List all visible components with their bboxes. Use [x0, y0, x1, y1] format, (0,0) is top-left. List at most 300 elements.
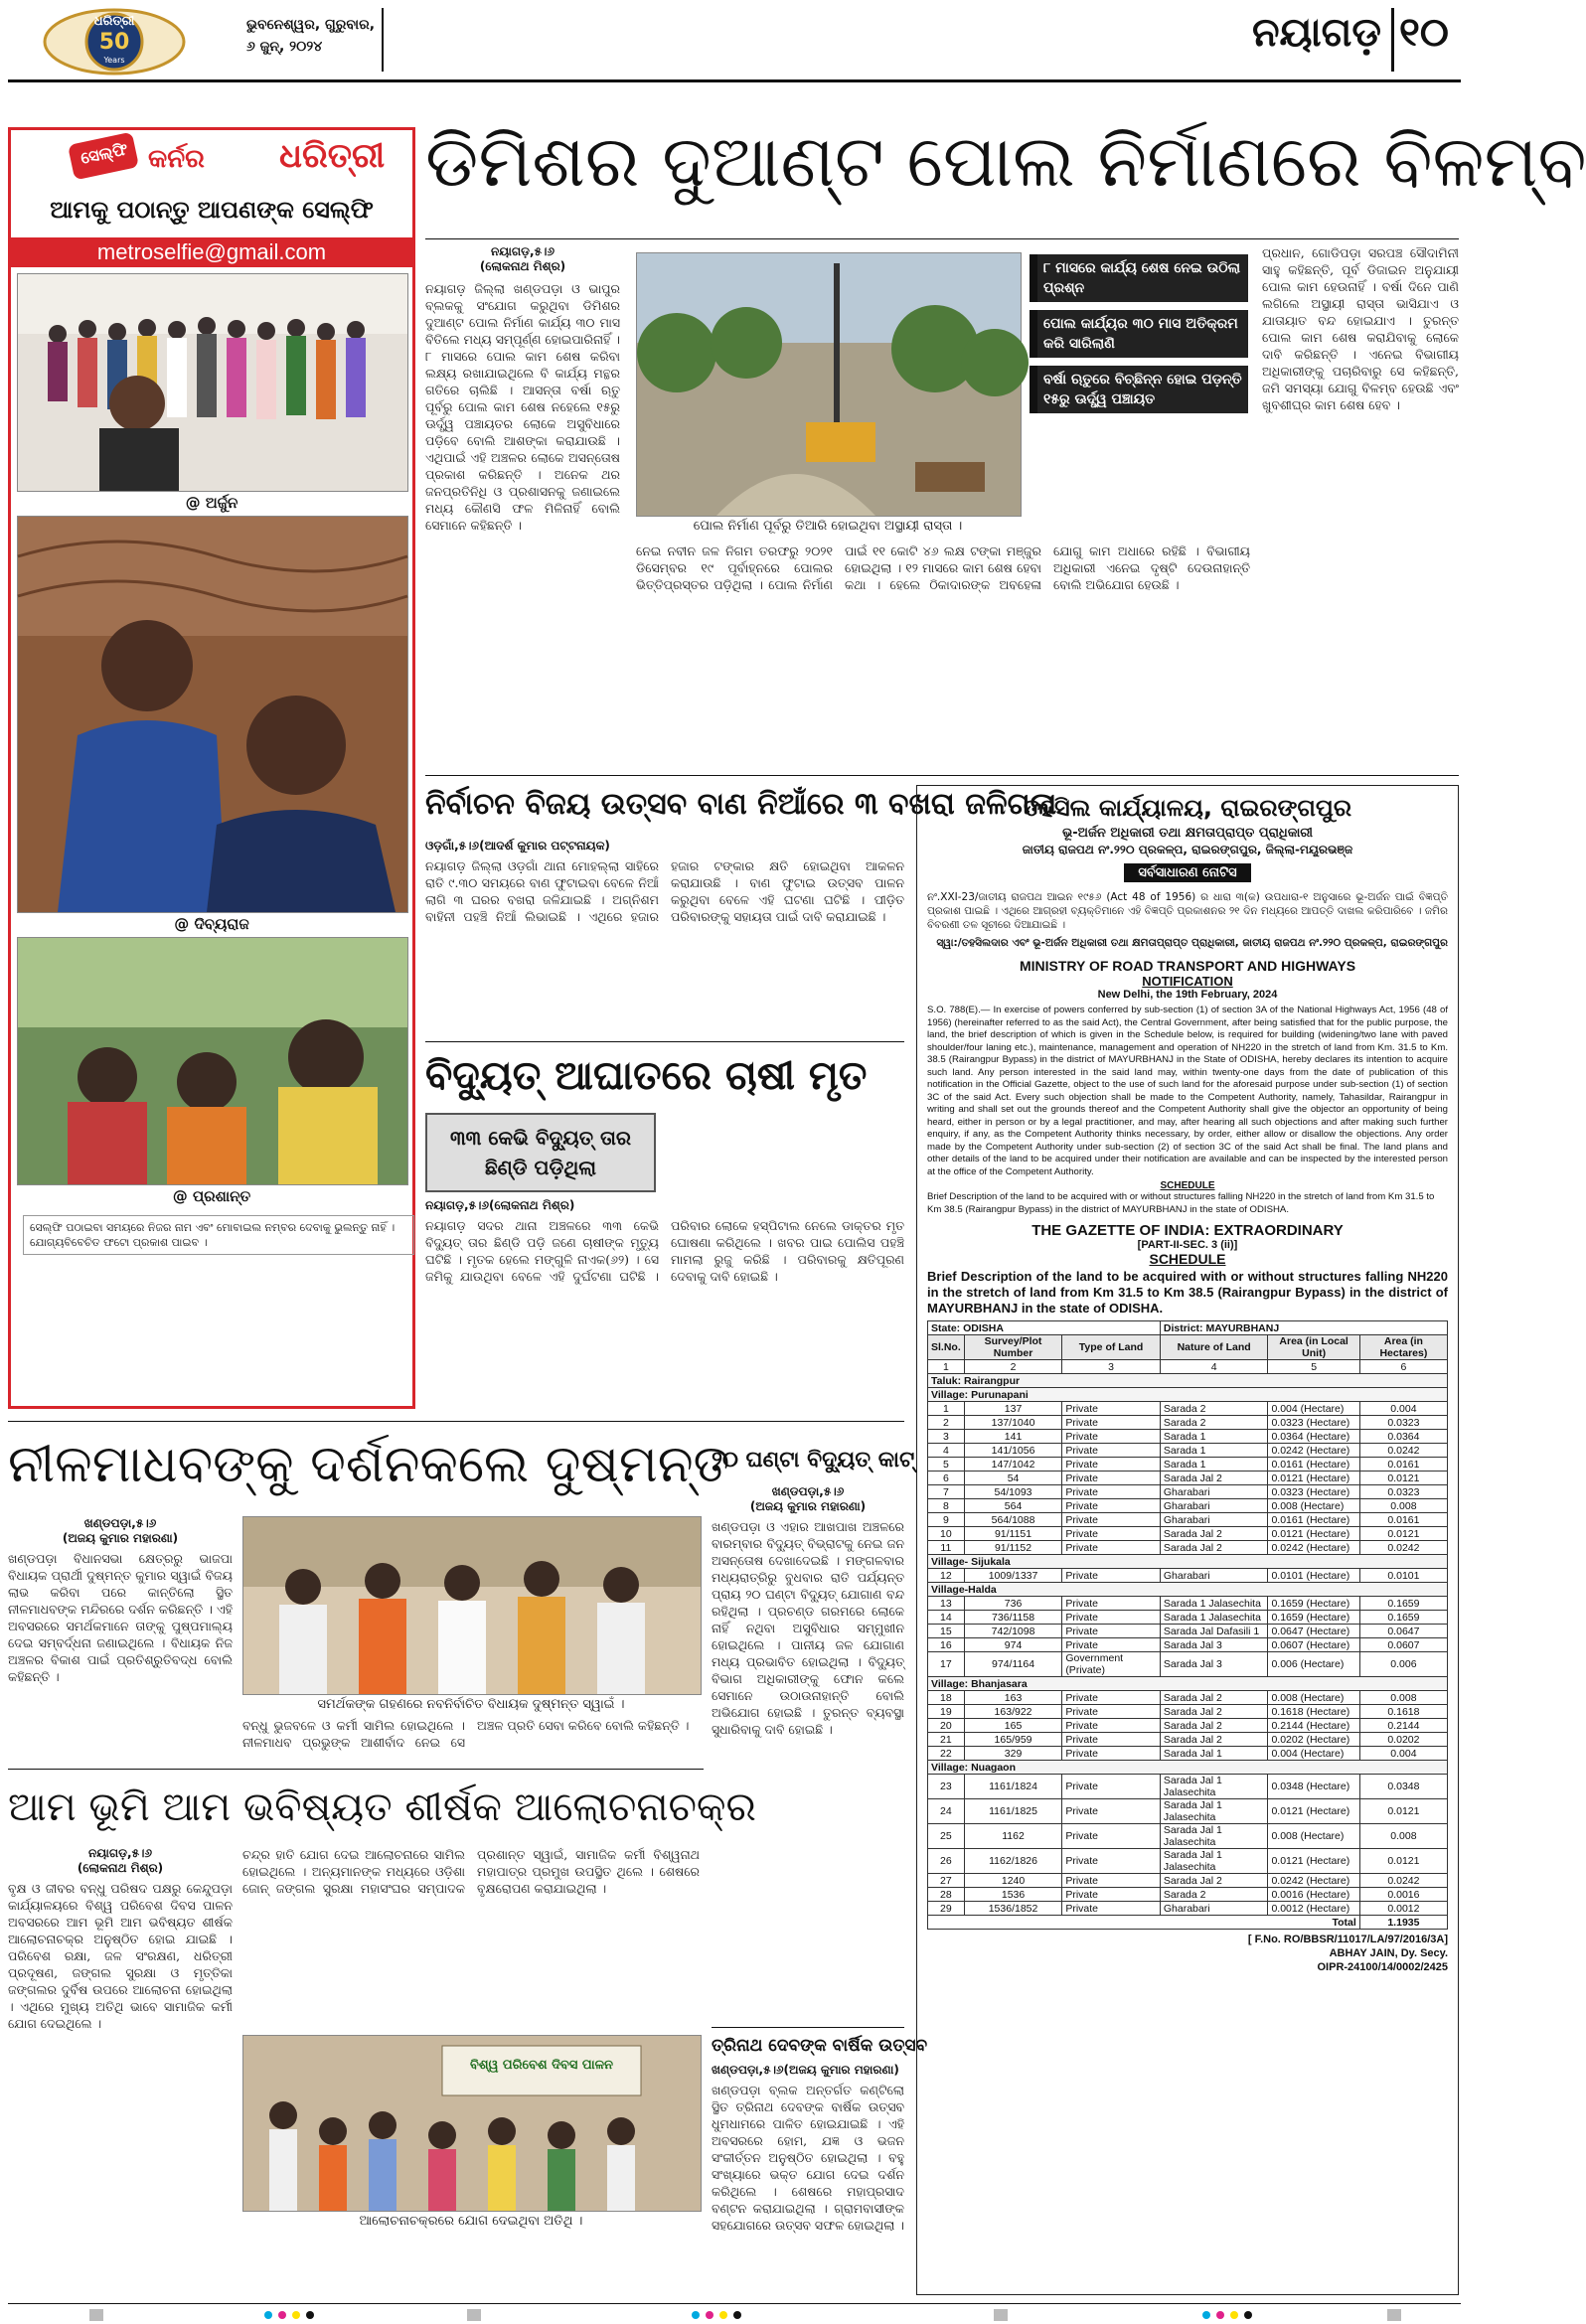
story6-photo-caption: ଆଲୋଚନାଚକ୍ରରେ ଯୋଗ ଦେଇଥିବା ଅତିଥି ।: [359, 2214, 583, 2229]
table-cell: 974/1164: [964, 1652, 1062, 1677]
table-row: [928, 1444, 1448, 1458]
story6-col1: [8, 1846, 233, 2313]
story5-byline: (ଅଜୟ କୁମାର ମହାରଣା): [749, 1499, 867, 1513]
colno-6: 6: [1359, 1360, 1447, 1374]
story1-byline: (ଲୋକନାଥ ମିଶ୍ର): [479, 259, 566, 273]
notice-file-no: [ F.No. RO/BBSR/11017/LA/97/2016/3A]: [1247, 1934, 1448, 1945]
table-cell: Gharabari: [1160, 1569, 1268, 1583]
table-cell: 25: [928, 1824, 965, 1849]
story4-dateline: ଖଣ୍ଡପଡ଼ା,୫।୬: [83, 1516, 157, 1530]
story6-photo: [242, 2035, 702, 2212]
table-cell: 147/1042: [964, 1458, 1062, 1472]
selfie-photo-2: [17, 516, 408, 913]
table-cell: 14: [928, 1611, 965, 1625]
table-cell: 137/1040: [964, 1416, 1062, 1430]
table-cell: 0.0242: [1359, 1874, 1447, 1888]
table-cell: Private: [1062, 1691, 1161, 1705]
table-cell: 165: [964, 1719, 1062, 1733]
story5-dateline: ଖଣ୍ଡପଡ଼ା,୫।୬: [771, 1484, 845, 1498]
village-cell: Village: Purunapani: [928, 1388, 1448, 1402]
notice-sub1: ଭୂ-ଅର୍ଜନ ଅଧିକାରୀ ତଥା କ୍ଷମତାପ୍ରାପ୍ତ ପ୍ରାଧିକାରୀ: [1062, 826, 1313, 841]
table-cell: 0.008: [1359, 1691, 1447, 1705]
table-row: [928, 1513, 1448, 1527]
table-cell: 742/1098: [964, 1625, 1062, 1638]
table-cell: 0.0607: [1359, 1638, 1447, 1652]
table-cell: Gharabari: [1160, 1513, 1268, 1527]
notice-oipr: OIPR-24100/14/0002/2425: [1317, 1961, 1448, 1973]
story6-dateline: ନୟାଗଡ଼,୫।୬: [88, 1846, 152, 1860]
table-cell: 0.0242 (Hectare): [1268, 1444, 1359, 1458]
table-cell: 20: [928, 1719, 965, 1733]
table-cell: Sarada Jal 3: [1160, 1652, 1268, 1677]
table-cell: Sarada Jal 1 Jalasechita: [1160, 1849, 1268, 1874]
total-value: 1.1935: [1359, 1916, 1447, 1930]
story2-headline: ନିର୍ବାଚନ ବିଜୟ ଉତ୍ସବ ବାଣ ନିଆଁରେ ୩ ବଖରା ଜଳିଗଲା: [425, 787, 1057, 822]
table-cell: 0.0202 (Hectare): [1268, 1733, 1359, 1747]
table-cell: Sarada 2: [1160, 1402, 1268, 1416]
notice-date: New Delhi, the 19th February, 2024: [1097, 989, 1278, 1001]
table-cell: Private: [1062, 1430, 1161, 1444]
table-cell: Gharabari: [1160, 1499, 1268, 1513]
table-cell: 163: [964, 1691, 1062, 1705]
table-cell: Private: [1062, 1402, 1161, 1416]
table-cell: 28: [928, 1888, 965, 1902]
table-cell: 0.2144 (Hectare): [1268, 1719, 1359, 1733]
table-cell: 0.0012 (Hectare): [1268, 1902, 1359, 1916]
notice-schedule-small-text: Brief Description of the land to be acquired with or without structures falling NH220 in the stretch of land from Km 31.5 to Km 38.5 (Rairangpur Bypass) in the district of MAYURBHANJ in the state of ODISHA.: [927, 1191, 1435, 1215]
table-state-row: [928, 1321, 1448, 1335]
table-cell: 0.0121: [1359, 1472, 1447, 1485]
table-cell: 0.0016: [1359, 1888, 1447, 1902]
district-cell: District: MAYURBHANJ: [1160, 1321, 1447, 1335]
highlight-1: [1030, 254, 1248, 302]
story4-text: ଖଣ୍ଡପଡ଼ା ବିଧାନସଭା କ୍ଷେତ୍ରରୁ ଭାଜପା ବିଧାୟକ ପ୍ରାର୍ଥୀ ଦୁଷ୍ମନ୍ତ କୁମାର ସ୍ୱାଇଁ ବିଜୟ ଲାଭ କରିବା ପରେ କାନ୍ତିଲୋ ସ୍ଥିତ ନୀଳମାଧବଙ୍କ ମନ୍ଦିରରେ ଦର୍ଶନ କରିଛନ୍ତି । ଏହି ଅବସରରେ ସମର୍ଥକମାନେ ତାଙ୍କୁ ପୁଷ୍ପମାଲ୍ୟ ଦେଇ ସମ୍ବର୍ଦ୍ଧନା ଜଣାଇଥିଲେ । ବିଧାୟକ ନିଜ ଅଞ୍ଚଳର ବିକାଶ ପାଇଁ ପ୍ରତିଶ୍ରୁତିବଦ୍ଧ ବୋଲି କହିଛନ୍ତି ।: [8, 1551, 233, 1684]
story6-text2: ଚନ୍ଦ୍ର ହାତି ଯୋଗ ଦେଇ ଆଲୋଚନାରେ ସାମିଲ ହୋଇଥିଲେ । ଅନ୍ୟମାନଙ୍କ ମଧ୍ୟରେ ଓଡ଼ିଶା ଜୋନ୍ ଜଙ୍ଗଲ ସୁରକ୍ଷା ମହାସଂଘର ସମ୍ପାଦକ ପ୍ରଶାନ୍ତ ସ୍ୱାଇଁ, ସାମାଜିକ କର୍ମୀ ବିଶ୍ୱନାଥ ମହାପାତ୍ର ପ୍ରମୁଖ ଉପସ୍ଥିତ ଥିଲେ । ଶେଷରେ ବୃକ୍ଷରୋପଣ କରାଯାଇଥିଲା ।: [242, 1847, 700, 1896]
story5-headline: ୨୦ ଘଣ୍ଟା ବିଦ୍ୟୁତ୍ କାଟ୍: [712, 1448, 915, 1472]
table-village-row: [928, 1677, 1448, 1691]
table-row: [928, 1402, 1448, 1416]
table-cell: 0.0121: [1359, 1799, 1447, 1824]
table-cell: Sarada Jal 1 Jalasechita: [1160, 1799, 1268, 1824]
table-cell: 974: [964, 1638, 1062, 1652]
table-cell: 0.0348 (Hectare): [1268, 1775, 1359, 1799]
story7-body: [712, 2063, 904, 2297]
table-cell: Sarada 1 Jalasechita: [1160, 1611, 1268, 1625]
table-cell: 0.1659 (Hectare): [1268, 1597, 1359, 1611]
notice-signer: ABHAY JAIN, Dy. Secy.: [1329, 1947, 1448, 1959]
table-cell: 24: [928, 1799, 965, 1824]
highlight-1-text: ୮ ମାସରେ କାର୍ଯ୍ୟ ଶେଷ ନେଇ ଉଠିଲା ପ୍ରଶ୍ନ: [1043, 260, 1240, 296]
table-colno-row: [928, 1360, 1448, 1374]
th-slno: Sl.No.: [928, 1335, 965, 1360]
table-cell: Private: [1062, 1569, 1161, 1583]
table-cell: 1161/1824: [964, 1775, 1062, 1799]
date-line-2: ୬ ଜୁନ୍, ୨୦୨୪: [246, 39, 323, 55]
table-cell: 1: [928, 1402, 965, 1416]
table-cell: Private: [1062, 1513, 1161, 1527]
table-cell: 0.0647: [1359, 1625, 1447, 1638]
table-cell: 1009/1337: [964, 1569, 1062, 1583]
story1-highlights: [1030, 254, 1248, 413]
notice-odia-body: ନଂ.XXI-23/ଜାତୀୟ ରାଜପଥ ଆଇନ ୧୯୫୬ (Act 48 of 1956) ର ଧାରା ୩(କ) ଉପଧାରା-୧ ଅନୁସାରେ ଭୂ-ଅର୍ଜନ ପାଇଁ ବିଜ୍ଞପ୍ତି ପ୍ରକାଶ ପାଇଛି । ଏଥିରେ ଆଗ୍ରହୀ ବ୍ୟକ୍ତିମାନେ ଏହି ବିଜ୍ଞପ୍ତି ପ୍ରକାଶନର ୨୧ ଦିନ ମଧ୍ୟରେ ଆପତ୍ତି ଦାଖଲ କରିପାରିବେ । ଜମିର ବିବରଣୀ ତଳ ସୂଚୀରେ ଦିଆଯାଇଛି ।: [927, 891, 1448, 931]
selfie-footer: ସେଲ୍ଫି ପଠାଇବା ସମୟରେ ନିଜର ନାମ ଏବଂ ମୋବାଇଲ ନମ୍ବର ଦେବାକୁ ଭୁଲନ୍ତୁ ନାହିଁ । ଯୋଗ୍ୟବିବେଚିତ ଫଟୋ ପ୍ରକାଶ ପାଇବ ।: [23, 1215, 414, 1255]
table-cell: 0.006: [1359, 1652, 1447, 1677]
table-cell: Private: [1062, 1541, 1161, 1555]
table-cell: 141: [964, 1430, 1062, 1444]
story4-byline: (ଅଜୟ କୁମାର ମହାରଣା): [62, 1531, 179, 1545]
table-cell: 0.0161 (Hectare): [1268, 1458, 1359, 1472]
schedule-table-wrap: [927, 1320, 1448, 1930]
table-cell: Private: [1062, 1444, 1161, 1458]
table-row: [928, 1611, 1448, 1625]
table-row: [928, 1499, 1448, 1513]
table-cell: 0.0323 (Hectare): [1268, 1416, 1359, 1430]
table-cell: 0.1618 (Hectare): [1268, 1705, 1359, 1719]
village-cell: Village-Halda: [928, 1583, 1448, 1597]
table-row: [928, 1569, 1448, 1583]
table-cell: 0.006 (Hectare): [1268, 1652, 1359, 1677]
notice-banner: ସର୍ବସାଧାରଣ ନୋଟିସ: [1124, 863, 1250, 882]
table-cell: Sarada Jal 1 Jalasechita: [1160, 1824, 1268, 1849]
village-cell: Village: Nuagaon: [928, 1761, 1448, 1775]
schedule-table: [927, 1320, 1448, 1930]
taluk-cell: Taluk: Rairangpur: [928, 1374, 1448, 1388]
table-cell: Gharabari: [1160, 1485, 1268, 1499]
table-cell: 165/959: [964, 1733, 1062, 1747]
table-cell: 0.0323: [1359, 1416, 1447, 1430]
table-cell: Sarada 1: [1160, 1458, 1268, 1472]
table-cell: 0.0242: [1359, 1541, 1447, 1555]
table-cell: 0.0016 (Hectare): [1268, 1888, 1359, 1902]
story6-banner-text: ବିଶ୍ୱ ପରିବେଶ ଦିବସ ପାଳନ: [470, 2058, 613, 2073]
table-row: [928, 1824, 1448, 1849]
table-cell: 91/1152: [964, 1541, 1062, 1555]
story2-text: ନୟାଗଡ଼ ଜିଲ୍ଲା ଓଡ଼ଗାଁ ଥାନା ମୋହଲ୍ଲା ସାହିରେ ରାତି ୯.୩୦ ସମୟରେ ବାଣ ଫୁଟାଇବା ବେଳେ ନିଆଁ ଲାଗି ୩ ଘରର ବଖରା ଜଳିଯାଇଛି । ଅଗ୍ନିଶମ ବାହିନୀ ପହଞ୍ଚି ନିଆଁ ଲିଭାଇଛି । ଏଥିରେ ହଜାର ହଜାର ଟଙ୍କାର କ୍ଷତି ହୋଇଥିବା ଆକଳନ କରାଯାଉଛି । ବାଣ ଫୁଟାଇ ଉତ୍ସବ ପାଳନ କରୁଥିବା ବେଳେ ଏହି ଘଟଣା ଘଟିଛି । ପୀଡ଼ିତ ପରିବାରଙ୍କୁ ସହାୟତା ପାଇଁ ଦାବି କରାଯାଇଛି ।: [425, 858, 904, 924]
table-row: [928, 1416, 1448, 1430]
notice-odia-sign: ସ୍ୱା:/ତହସିଲଦାର ଏବଂ ଭୂ-ଅର୍ଜନ ଅଧିକାରୀ ତଥା କ୍ଷମତାପ୍ରାପ୍ତ ପ୍ରାଧିକାରୀ, ଜାତୀୟ ରାଜପଥ ନଂ.୨୨୦ ପ୍ରକଳ୍ପ, ରାଇରଙ୍ଗପୁର: [936, 937, 1448, 949]
table-cell: 0.004 (Hectare): [1268, 1402, 1359, 1416]
table-cell: Sarada Jal 2: [1160, 1733, 1268, 1747]
table-cell: 0.0121 (Hectare): [1268, 1849, 1359, 1874]
logo-sub: Years: [103, 56, 125, 65]
story5-text: ଖଣ୍ଡପଡ଼ା ଓ ଏହାର ଆଖପାଖ ଅଞ୍ଚଳରେ ବାରମ୍ବାର ବିଦ୍ୟୁତ୍ ବିଭ୍ରାଟକୁ ନେଇ ଜନ ଅସନ୍ତୋଷ ଦେଖାଦେଇଛି । ମଙ୍ଗଳବାର ମଧ୍ୟରାତ୍ରିରୁ ବୁଧବାର ରାତି ପର୍ଯ୍ୟନ୍ତ ପ୍ରାୟ ୨୦ ଘଣ୍ଟା ବିଦ୍ୟୁତ୍ ଯୋଗାଣ ବନ୍ଦ ରହିଥିଲା । ପ୍ରଚଣ୍ଡ ଗରମରେ ଲୋକେ ନାହିଁ ନଥିବା ଅସୁବିଧାର ସମ୍ମୁଖୀନ ହୋଇଥିଲେ । ପାନୀୟ ଜଳ ଯୋଗାଣ ମଧ୍ୟ ପ୍ରଭାବିତ ହୋଇଥିଲା । ବିଦ୍ୟୁତ୍ ବିଭାଗ ଅଧିକାରୀଙ୍କୁ ଫୋନ କଲେ ସେମାନେ ଉଠାଉନାହାନ୍ତି ବୋଲି ଅଭିଯୋଗ ହୋଇଛି । ତୁରନ୍ତ ବ୍ୟବସ୍ଥା ସୁଧାରିବାକୁ ଦାବି ହୋଇଛି ।: [712, 1519, 904, 1737]
selfie-header: [11, 130, 412, 192]
table-row: [928, 1733, 1448, 1747]
table-cell: Private: [1062, 1485, 1161, 1499]
table-village-row: [928, 1761, 1448, 1775]
table-cell: 8: [928, 1499, 965, 1513]
colno-1: 1: [928, 1360, 965, 1374]
table-row: [928, 1705, 1448, 1719]
table-row: [928, 1485, 1448, 1499]
th-plot: Survey/Plot Number: [964, 1335, 1062, 1360]
table-row: [928, 1430, 1448, 1444]
table-row: [928, 1775, 1448, 1799]
table-row: [928, 1874, 1448, 1888]
story2-body: [425, 839, 904, 1035]
table-cell: Sarada 1 Jalasechita: [1160, 1597, 1268, 1611]
table-cell: 6: [928, 1472, 965, 1485]
table-cell: 4: [928, 1444, 965, 1458]
table-cell: Private: [1062, 1799, 1161, 1824]
table-cell: 22: [928, 1747, 965, 1761]
story1-headline: ଡିମିଶର ଦୁଆଣ୍ଟ ପୋଲ ନିର୍ମାଣରେ ବିଳମ୍ବ: [425, 119, 1586, 203]
table-cell: Sarada Jal 1: [1160, 1747, 1268, 1761]
colno-5: 5: [1268, 1360, 1359, 1374]
table-cell: Private: [1062, 1705, 1161, 1719]
table-cell: 91/1151: [964, 1527, 1062, 1541]
table-cell: 163/922: [964, 1705, 1062, 1719]
village-cell: Village- Sijukala: [928, 1555, 1448, 1569]
table-row: [928, 1691, 1448, 1705]
story1-body-3: ପ୍ରଧାନ, ଗୋଡିପଡ଼ା ସରପଞ୍ଚ ସୌଦାମିନୀ ସାହୁ କହିଛନ୍ତି, ପୂର୍ବ ଡିଜାଇନ ଅନୁଯାୟୀ ପୋଲ କାମ ହେଉନାହିଁ । ବର୍ଷା ଦିନେ ପାଣି ଲଗିଲେ ଅସ୍ଥାୟୀ ରାସ୍ତା ଭାସିଯାଏ ଓ ଯାତାୟାତ ବନ୍ଦ ହୋଇଯାଏ । ତୁରନ୍ତ ପୋଲ କାମ ଶେଷ କରାଯିବାକୁ ଲୋକେ ଦାବି କରିଛନ୍ତି । ଏନେଇ ବିଭାଗୀୟ ଅଧିକାରୀଙ୍କୁ ପଚାରିବାରୁ ସେ କହିଛନ୍ତି, ଜମି ସମସ୍ୟା ଯୋଗୁ ବିଳମ୍ବ ହେଉଛି ଏବଂ ଖୁବଶୀଘ୍ର କାମ ଶେଷ ହେବ ।: [1262, 245, 1459, 412]
story1-col1: [425, 244, 620, 765]
notice-part: [PART-II-SEC. 3 (ii)]: [1137, 1239, 1238, 1251]
table-cell: 12: [928, 1569, 965, 1583]
table-cell: 0.0202: [1359, 1733, 1447, 1747]
table-cell: 564: [964, 1499, 1062, 1513]
table-row: [928, 1625, 1448, 1638]
notice-schedule: SCHEDULE: [1149, 1251, 1226, 1267]
table-header-row: [928, 1335, 1448, 1360]
story6-byline: (ଲୋକନାଥ ମିଶ୍ର): [77, 1861, 164, 1875]
table-cell: 0.008 (Hectare): [1268, 1824, 1359, 1849]
table-cell: 27: [928, 1874, 965, 1888]
table-cell: Sarada Jal 2: [1160, 1874, 1268, 1888]
table-cell: 0.0323: [1359, 1485, 1447, 1499]
table-cell: Private: [1062, 1638, 1161, 1652]
table-cell: Sarada Jal Dafasili 1: [1160, 1625, 1268, 1638]
story6-col2: [242, 1846, 700, 1930]
table-cell: 0.008 (Hectare): [1268, 1691, 1359, 1705]
table-cell: 0.1618: [1359, 1705, 1447, 1719]
table-cell: 3: [928, 1430, 965, 1444]
table-cell: 1536/1852: [964, 1902, 1062, 1916]
table-cell: 0.0121 (Hectare): [1268, 1472, 1359, 1485]
table-cell: 0.0348: [1359, 1775, 1447, 1799]
table-cell: 15: [928, 1625, 965, 1638]
table-cell: 2: [928, 1416, 965, 1430]
table-cell: Private: [1062, 1499, 1161, 1513]
story1-photo: [636, 252, 1022, 517]
table-cell: Gharabari: [1160, 1902, 1268, 1916]
selfie-email: metroselfie@gmail.com: [11, 237, 412, 267]
table-cell: 0.0121: [1359, 1527, 1447, 1541]
village-cell: Village: Bhanjasara: [928, 1677, 1448, 1691]
table-cell: 0.0364 (Hectare): [1268, 1430, 1359, 1444]
table-row: [928, 1638, 1448, 1652]
story1-col3: [1262, 244, 1459, 769]
table-cell: 329: [964, 1747, 1062, 1761]
story1-body-2: ନେଇ ନବୀନ ଜଳ ନିଗମ ତରଫରୁ ୨୦୨୧ ଡିସେମ୍ବର ୧୯ ପୂର୍ବାହ୍ନରେ ପୋଲର ଭିତ୍ତିପ୍ରସ୍ତର ପଡ଼ିଥିଲା । ପୋଲ ନିର୍ମାଣ ପାଇଁ ୧୧ କୋଟି ୪୬ ଲକ୍ଷ ଟଙ୍କା ମଞ୍ଜୁର ହୋଇଥିଲା । ୧୨ ମାସରେ କାମ ଶେଷ ହେବା କଥା । ହେଲେ ଠିକାଦାରଙ୍କ ଅବହେଳା ଯୋଗୁ କାମ ଅଧାରେ ରହିଛି । ବିଭାଗୀୟ ଅଧିକାରୀ ଏନେଇ ଦୃଷ୍ଟି ଦେଉନାହାନ୍ତି ବୋଲି ଅଭିଯୋଗ ହେଉଛି ।: [636, 543, 1250, 592]
table-cell: Private: [1062, 1611, 1161, 1625]
selfie-title-b: କର୍ନର: [148, 144, 205, 174]
table-cell: 16: [928, 1638, 965, 1652]
logo-years: 50: [98, 30, 130, 55]
table-cell: Sarada Jal 2: [1160, 1719, 1268, 1733]
table-row: [928, 1747, 1448, 1761]
story6-text: ବୃକ୍ଷ ଓ ଜୀବର ବନ୍ଧୁ ପରିଷଦ ପକ୍ଷରୁ କେନ୍ଦୁପଡ଼ା କାର୍ଯ୍ୟାଳୟରେ ବିଶ୍ୱ ପରିବେଶ ଦିବସ ପାଳନ ଅବସରରେ ଆମ ଭୂମି ଆମ ଭବିଷ୍ୟତ ଶୀର୍ଷକ ଆଲୋଚନାଚକ୍ର ଅନୁଷ୍ଠିତ ହୋଇ ଯାଇଛି । ପରିବେଶ ରକ୍ଷା, ଜଳ ସଂରକ୍ଷଣ, ଧରିତ୍ରୀ ପ୍ରଦୂଷଣ, ଜଙ୍ଗଲ ସୁରକ୍ଷା ଓ ମୃତ୍ତିକା ଜଙ୍ଗଲର ଦୁର୍ବିଷ ଉପରେ ଆଲୋଚନା ହୋଇଥିଲା । ଏଥିରେ ମୁଖ୍ୟ ଅତିଥି ଭାବେ ସାମାଜିକ କର୍ମୀ ଯୋଗ ଦେଇଥିଲେ ।: [8, 1881, 233, 2031]
table-cell: Private: [1062, 1747, 1161, 1761]
table-cell: 0.1659: [1359, 1597, 1447, 1611]
table-cell: 137: [964, 1402, 1062, 1416]
selfie-photo-3: [17, 937, 408, 1185]
th-area-local: Area (in Local Unit): [1268, 1335, 1359, 1360]
table-cell: 54/1093: [964, 1485, 1062, 1499]
table-cell: 0.0012: [1359, 1902, 1447, 1916]
table-row: [928, 1458, 1448, 1472]
masthead: [0, 0, 1467, 81]
table-row: [928, 1719, 1448, 1733]
th-area-ha: Area (in Hectares): [1359, 1335, 1447, 1360]
selfie-title-c: ଧରିତ୍ରୀ: [279, 136, 386, 176]
table-cell: Private: [1062, 1625, 1161, 1638]
table-cell: 0.004: [1359, 1402, 1447, 1416]
story6-headline: ଆମ ଭୂମି ଆମ ଭବିଷ୍ୟତ ଶୀର୍ଷକ ଆଲୋଚନାଚକ୍ର: [8, 1784, 756, 1830]
table-cell: 736: [964, 1597, 1062, 1611]
table-cell: 0.1659 (Hectare): [1268, 1611, 1359, 1625]
table-cell: Sarada Jal 2: [1160, 1541, 1268, 1555]
table-cell: Government (Private): [1062, 1652, 1161, 1677]
table-row: [928, 1472, 1448, 1485]
table-row: [928, 1849, 1448, 1874]
colno-4: 4: [1160, 1360, 1268, 1374]
table-cell: Private: [1062, 1824, 1161, 1849]
highlight-2-text: ପୋଲ କାର୍ଯ୍ୟର ୩୦ ମାସ ଅତିକ୍ରମ କରି ସାରିଲାଣି: [1043, 316, 1238, 352]
table-cell: 0.2144: [1359, 1719, 1447, 1733]
table-cell: Private: [1062, 1458, 1161, 1472]
table-cell: Sarada 2: [1160, 1416, 1268, 1430]
table-cell: 0.008: [1359, 1499, 1447, 1513]
story3-dateline: ନୟାଗଡ଼,୫।୬(ଲୋକନାଥ ମିଶ୍ର): [425, 1198, 575, 1212]
table-cell: 54: [964, 1472, 1062, 1485]
table-cell: 0.0101: [1359, 1569, 1447, 1583]
story1-body-1: ନୟାଗଡ଼ ଜିଲ୍ଲା ଖଣ୍ଡପଡ଼ା ଓ ଭାପୁର ବ୍ଲକକୁ ସଂଯୋଗ କରୁଥିବା ଡିମିଶର ଦୁଆଣ୍ଟ ପୋଲ ନିର୍ମାଣ କାର୍ଯ୍ୟ ୩୦ ମାସ ବିତିଲେ ମଧ୍ୟ ସମ୍ପୂର୍ଣ୍ଣ ହୋଇପାରିନାହିଁ । ୮ ମାସରେ ପୋଲ କାମ ଶେଷ କରିବା ଲକ୍ଷ୍ୟ ରଖାଯାଇଥିଲେ ବି କାର୍ଯ୍ୟ ମନ୍ଥର ଗତିରେ ଚାଲିଛି । ଆସନ୍ତା ବର୍ଷା ଋତୁ ପୂର୍ବରୁ ପୋଲ କାମ ଶେଷ ନହେଲେ ୧୫ରୁ ଊର୍ଦ୍ଧ୍ୱ ପଞ୍ଚାୟତର ଲୋକେ ଅସୁବିଧାରେ ପଡ଼ିବେ ବୋଲି ଆଶଙ୍କା କରାଯାଉଛି । ଏଥିପାଇଁ ଏହି ଅଞ୍ଚଳର ଲୋକେ ଅସନ୍ତୋଷ ପ୍ରକାଶ କରିଛନ୍ତି । ଅନେକ ଥର ଜନପ୍ରତିନିଧି ଓ ପ୍ରଶାସନକୁ ଜଣାଇଲେ ମଧ୍ୟ କୌଣସି ଫଳ ମିଳିନାହିଁ ବୋଲି ସେମାନେ କହିଛନ୍ତି ।: [425, 281, 620, 533]
story3-subhead: ୩୩ କେଭି ବିଦ୍ୟୁତ୍ ତାର ଛିଣ୍ଡି ପଡ଼ିଥିଲା: [449, 1126, 632, 1179]
table-cell: Private: [1062, 1719, 1161, 1733]
table-cell: 0.1659: [1359, 1611, 1447, 1625]
story1-photo-caption: ପୋଲ ନିର୍ମାଣ ପୂର୍ବରୁ ତିଆରି ହୋଇଥିବା ଅସ୍ଥାୟୀ ରାସ୍ତା ।: [693, 519, 963, 534]
story5-body: [712, 1484, 904, 2041]
table-cell: 0.0121 (Hectare): [1268, 1527, 1359, 1541]
table-row: [928, 1527, 1448, 1541]
story7-headline: ତ୍ରିନାଥ ଦେବଙ୍କ ବାର୍ଷିକ ଉତ୍ସବ: [712, 2036, 928, 2056]
notice-gazette: THE GAZETTE OF INDIA: EXTRAORDINARY: [1031, 1222, 1344, 1239]
table-cell: 0.004: [1359, 1747, 1447, 1761]
table-cell: 0.0101 (Hectare): [1268, 1569, 1359, 1583]
story1-col2: [636, 542, 1250, 769]
table-cell: Sarada 1: [1160, 1444, 1268, 1458]
table-cell: 23: [928, 1775, 965, 1799]
notice-title: ତହସିଲ କାର୍ଯ୍ୟାଳୟ, ରାଇରଙ୍ଗପୁର: [1023, 794, 1352, 822]
table-village-row: [928, 1555, 1448, 1569]
table-cell: 10: [928, 1527, 965, 1541]
notice-body: S.O. 788(E).— In exercise of powers conferred by sub-section (1) of section 3A of the National Highways Act, 1956 (48 of 1956) (hereinafter referred to as the said Act), the Central Government, after being satisfied that for the public purpose, the land, the brief description of which is given in the Schedule below, is required for building (widening/two lane with paved shoulder/four laning etc.), maintenance, management and operation of NH220 in the stretch of land from Km. 31.5 to Km. 38.5 (Rairangpur Bypass) in the district of MAYURBHANJ in the State of ODISHA, hereby declares its intention to acquire such land. Any person interested in the said land may, within twenty-one days from the date of publication of this notification in the Official Gazette, object to the use of such land for the aforesaid purpose under sub-section (1) of section 3C of the said Act. Every such objection shall be made to the Competent Authority, namely, Tahasildar, Rairangpur in writing and shall set out the grounds thereof and the Competent Authority shall give the objector an opportunity of being heard, either in person or by a legal practitioner, and may, after hearing all such objections and after making such further enquiry, if any, as the Competent Authority thinks necessary, by order, either allow or disallow the objections. Any order made by the Competent Authority under sub-section (2) of section 3C of the said Act shall be final. The land plans and other details of the land to be acquired under their notification are available and can be inspected by the interested person at the office of the Competent Authority.: [927, 1005, 1448, 1177]
highlight-3-text: ବର୍ଷା ଋତୁରେ ବିଚ୍ଛିନ୍ନ ହୋଇ ପଡ଼ନ୍ତି ୧୫ରୁ ଊର୍ଦ୍ଧ୍ୱ ପଞ୍ଚାୟତ: [1043, 372, 1242, 407]
table-cell: 736/1158: [964, 1611, 1062, 1625]
table-cell: 1162: [964, 1824, 1062, 1849]
story4-photo-caption: ସମର୍ଥକଙ୍କ ଗହଣରେ ନବନିର୍ବାଚିତ ବିଧାୟକ ଦୁଷ୍ମନ୍ତ ସ୍ୱାଇଁ ।: [317, 1697, 625, 1712]
story2-dateline: ଓଡ଼ଗାଁ,୫।୬(ଆଦର୍ଶ କୁମାର ପଟ୍ଟନାୟକ): [425, 839, 610, 852]
table-cell: 5: [928, 1458, 965, 1472]
table-cell: Sarada Jal 2: [1160, 1691, 1268, 1705]
table-cell: Private: [1062, 1472, 1161, 1485]
table-village-row: [928, 1388, 1448, 1402]
logo-seal: [40, 6, 189, 76]
table-cell: 13: [928, 1597, 965, 1611]
table-cell: 0.0161: [1359, 1513, 1447, 1527]
highlight-3: [1030, 366, 1248, 413]
notice-schedule-desc: Brief Description of the land to be acquired with or without structures falling NH220 in the stretch of land from Km 31.5 to Km 38.5 (Rairangpur Bypass) in the district of MAYURBHANJ in the state of ODISHA.: [927, 1269, 1448, 1316]
table-cell: Private: [1062, 1733, 1161, 1747]
selfie-caption-3: @ ପ୍ରଶାନ୍ତ: [172, 1187, 251, 1205]
table-cell: 0.0323 (Hectare): [1268, 1485, 1359, 1499]
story7-text: ଖଣ୍ଡପଡ଼ା ବ୍ଲକ ଅନ୍ତର୍ଗତ କଣ୍ଟିଲୋ ସ୍ଥିତ ତ୍ରିନାଥ ଦେବଙ୍କ ବାର୍ଷିକ ଉତ୍ସବ ଧୁମଧାମରେ ପାଳିତ ହୋଇଯାଇଛି । ଏହି ଅବସରରେ ହୋମ, ଯଜ୍ଞ ଓ ଭଜନ ସଂକୀର୍ତ୍ତନ ଅନୁଷ୍ଠିତ ହୋଇଥିଲା । ବହୁ ସଂଖ୍ୟାରେ ଭକ୍ତ ଯୋଗ ଦେଇ ଦର୍ଶନ କରିଥିଲେ । ଶେଷରେ ମହାପ୍ରସାଦ ବଣ୍ଟନ କରାଯାଇଥିଲା । ଗ୍ରାମବାସୀଙ୍କ ସହଯୋଗରେ ଉତ୍ସବ ସଫଳ ହୋଇଥିଲା ।: [712, 2083, 904, 2233]
table-cell: 0.0607 (Hectare): [1268, 1638, 1359, 1652]
story3-body: [425, 1198, 904, 1409]
table-cell: 1162/1826: [964, 1849, 1062, 1874]
table-cell: 564/1088: [964, 1513, 1062, 1527]
th-nature: Nature of Land: [1160, 1335, 1268, 1360]
table-cell: Sarada Jal 3: [1160, 1638, 1268, 1652]
story3-headline: ବିଦ୍ୟୁତ୍ ଆଘାତରେ ଚାଷୀ ମୃତ: [425, 1053, 868, 1099]
table-taluk-row: [928, 1374, 1448, 1388]
table-total-row: [928, 1916, 1448, 1930]
table-cell: 0.0242: [1359, 1444, 1447, 1458]
colno-3: 3: [1062, 1360, 1161, 1374]
table-cell: 0.0364: [1359, 1430, 1447, 1444]
total-label: Total: [928, 1916, 1360, 1930]
table-cell: 18: [928, 1691, 965, 1705]
selfie-caption-1: @ ଅର୍ଜୁନ: [185, 494, 238, 512]
table-cell: 17: [928, 1652, 965, 1677]
table-cell: 21: [928, 1733, 965, 1747]
table-cell: 0.0121: [1359, 1849, 1447, 1874]
date-line: [246, 14, 386, 58]
table-cell: 29: [928, 1902, 965, 1916]
table-cell: 7: [928, 1485, 965, 1499]
logo-name: ଧରିତ୍ରୀ: [93, 14, 135, 29]
table-row: [928, 1597, 1448, 1611]
table-cell: Sarada 1: [1160, 1430, 1268, 1444]
story7-dateline: ଖଣ୍ଡପଡ଼ା,୫।୬(ଅଜୟ କୁମାର ମହାରଣା): [712, 2063, 899, 2077]
table-row: [928, 1652, 1448, 1677]
state-cell: State: ODISHA: [928, 1321, 1161, 1335]
notice-schedule-small: SCHEDULE: [1160, 1180, 1215, 1191]
table-cell: Private: [1062, 1888, 1161, 1902]
table-cell: Private: [1062, 1527, 1161, 1541]
table-cell: 11: [928, 1541, 965, 1555]
table-village-row: [928, 1583, 1448, 1597]
story3-subhead-box: [425, 1113, 656, 1192]
notice-ministry: MINISTRY OF ROAD TRANSPORT AND HIGHWAYS: [1019, 958, 1356, 974]
table-cell: 0.0242 (Hectare): [1268, 1874, 1359, 1888]
story4-col2: [242, 1717, 700, 1761]
story1-dateline: ନୟାଗଡ଼,୫।୬: [491, 244, 555, 258]
table-cell: 19: [928, 1705, 965, 1719]
table-cell: 0.0647 (Hectare): [1268, 1625, 1359, 1638]
table-row: [928, 1902, 1448, 1916]
table-cell: 0.0121 (Hectare): [1268, 1799, 1359, 1824]
selfie-title-a: ସେଲ୍ଫି: [79, 139, 130, 168]
table-cell: Sarada Jal 1 Jalasechita: [1160, 1775, 1268, 1799]
table-cell: Sarada Jal 2: [1160, 1527, 1268, 1541]
table-cell: 9: [928, 1513, 965, 1527]
notice-notification: NOTIFICATION: [1142, 974, 1233, 989]
th-type: Type of Land: [1062, 1335, 1161, 1360]
selfie-tagline: ଆମକୁ ପଠାନ୍ତୁ ଆପଣଙ୍କ ସେଲ୍ଫି: [50, 196, 374, 224]
table-cell: 0.008: [1359, 1824, 1447, 1849]
